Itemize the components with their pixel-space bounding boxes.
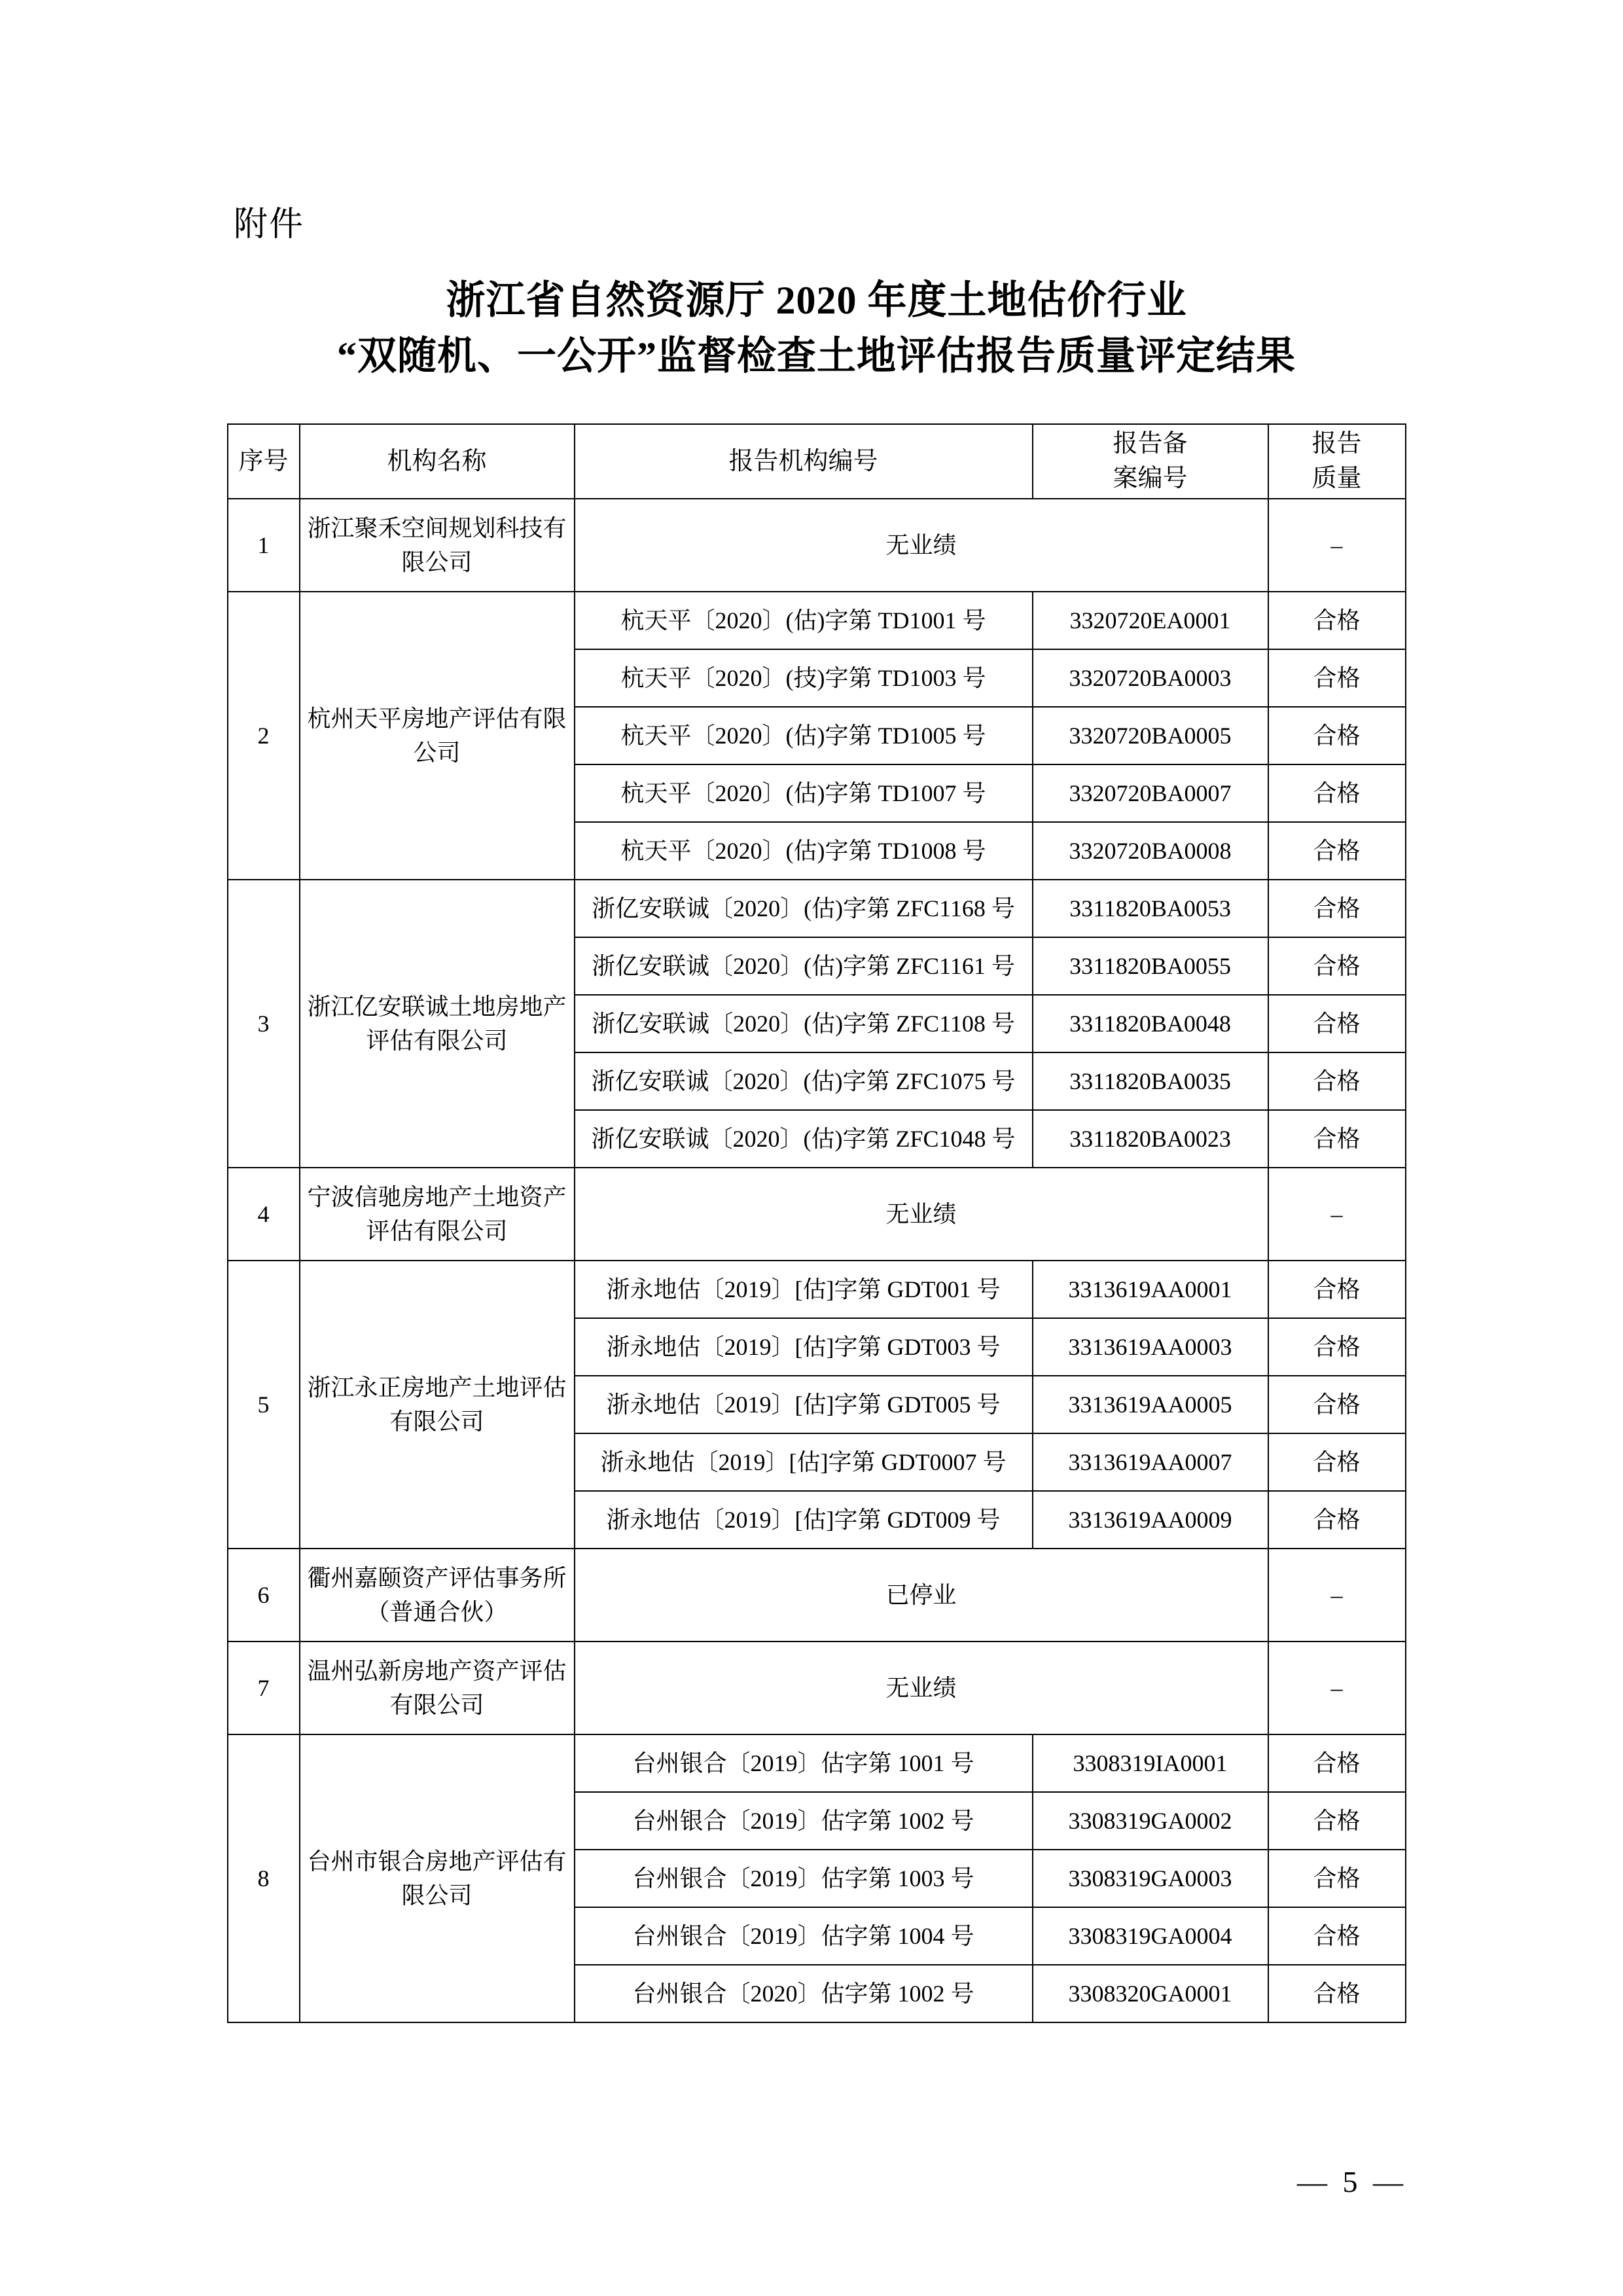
title-line-1: 浙江省自然资源厅 2020 年度土地估价行业 [446,279,1187,322]
cell-record-no: 3308319IA0001 [1033,1734,1268,1792]
cell-report-no: 浙亿安联诚〔2020〕(估)字第 ZFC1168 号 [575,880,1033,937]
cell-report-no: 浙永地估〔2019〕[估]字第 GDT005 号 [575,1376,1033,1433]
page-title [226,273,1407,384]
table-row [228,1261,1406,1318]
cell-quality: 合格 [1268,1491,1406,1549]
cell-record-no: 3308320GA0001 [1033,1965,1268,2022]
cell-quality: 合格 [1268,1907,1406,1965]
cell-record-no: 3308319GA0004 [1033,1907,1268,1965]
cell-org-name: 杭州天平房地产评估有限公司 [300,592,575,880]
cell-record-no: 3311820BA0023 [1033,1110,1268,1168]
cell-org-name: 温州弘新房地产资产评估有限公司 [300,1641,575,1734]
cell-record-no: 3311820BA0035 [1033,1052,1268,1110]
cell-quality: 合格 [1268,1110,1406,1168]
cell-record-no: 3320720BA0005 [1033,707,1268,764]
cell-status-note: 无业绩 [575,1641,1268,1734]
cell-org-name: 浙江聚禾空间规划科技有限公司 [300,499,575,592]
cell-quality: 合格 [1268,822,1406,880]
cell-record-no: 3320720BA0007 [1033,764,1268,822]
cell-no: 3 [228,880,300,1168]
cell-org-name: 台州市银合房地产评估有限公司 [300,1734,575,2022]
cell-record-no: 3313619AA0003 [1033,1318,1268,1376]
cell-report-no: 台州银合〔2019〕估字第 1002 号 [575,1792,1033,1850]
cell-report-no: 浙亿安联诚〔2020〕(估)字第 ZFC1048 号 [575,1110,1033,1168]
cell-status-note: 无业绩 [575,1168,1268,1261]
cell-record-no: 3313619AA0001 [1033,1261,1268,1318]
cell-quality: 合格 [1268,1965,1406,2022]
cell-quality: 合格 [1268,1376,1406,1433]
cell-org-name: 浙江亿安联诚土地房地产评估有限公司 [300,880,575,1168]
table-row [228,592,1406,649]
cell-org-name: 宁波信驰房地产土地资产评估有限公司 [300,1168,575,1261]
cell-report-no: 浙亿安联诚〔2020〕(估)字第 ZFC1108 号 [575,995,1033,1052]
header-org-name: 机构名称 [300,424,575,499]
cell-no: 4 [228,1168,300,1261]
cell-record-no: 3313619AA0005 [1033,1376,1268,1433]
header-quality [1268,424,1406,499]
cell-record-no: 3308319GA0003 [1033,1850,1268,1907]
table-header-row [228,424,1406,499]
table-row [228,1641,1406,1734]
cell-record-no: 3311820BA0053 [1033,880,1268,937]
cell-record-no: 3311820BA0055 [1033,937,1268,995]
cell-org-name: 浙江永正房地产土地评估有限公司 [300,1261,575,1549]
cell-quality: 合格 [1268,1792,1406,1850]
cell-quality: 合格 [1268,1318,1406,1376]
cell-quality: 合格 [1268,764,1406,822]
cell-status-note: 已停业 [575,1549,1268,1641]
attachment-label: 附件 [234,206,305,243]
cell-quality: 合格 [1268,707,1406,764]
table-row [228,1168,1406,1261]
cell-record-no: 3320720BA0008 [1033,822,1268,880]
header-quality-line2: 质量 [1311,465,1362,493]
cell-report-no: 浙永地估〔2019〕[估]字第 GDT001 号 [575,1261,1033,1318]
cell-quality: 合格 [1268,1052,1406,1110]
cell-quality: – [1268,1168,1406,1261]
cell-no: 5 [228,1261,300,1549]
cell-status-note: 无业绩 [575,499,1268,592]
cell-no: 6 [228,1549,300,1641]
cell-report-no: 台州银合〔2019〕估字第 1004 号 [575,1907,1033,1965]
cell-quality: 合格 [1268,880,1406,937]
evaluation-results-table [227,423,1406,2023]
cell-report-no: 杭天平〔2020〕(估)字第 TD1007 号 [575,764,1033,822]
cell-record-no: 3320720BA0003 [1033,649,1268,707]
cell-report-no: 杭天平〔2020〕(技)字第 TD1003 号 [575,649,1033,707]
cell-record-no: 3308319GA0002 [1033,1792,1268,1850]
cell-quality: 合格 [1268,649,1406,707]
cell-report-no: 杭天平〔2020〕(估)字第 TD1001 号 [575,592,1033,649]
header-record-no-line2: 案编号 [1113,465,1188,493]
cell-record-no: 3313619AA0007 [1033,1433,1268,1491]
cell-quality: – [1268,1549,1406,1641]
table-row [228,1549,1406,1641]
cell-quality: 合格 [1268,1261,1406,1318]
cell-report-no: 浙永地估〔2019〕[估]字第 GDT0007 号 [575,1433,1033,1491]
cell-report-no: 浙永地估〔2019〕[估]字第 GDT009 号 [575,1491,1033,1549]
cell-record-no: 3313619AA0009 [1033,1491,1268,1549]
cell-no: 8 [228,1734,300,2022]
table-row [228,1734,1406,1792]
cell-no: 2 [228,592,300,880]
table-body [228,499,1406,2022]
cell-report-no: 杭天平〔2020〕(估)字第 TD1005 号 [575,707,1033,764]
cell-quality: 合格 [1268,1433,1406,1491]
cell-report-no: 台州银合〔2020〕估字第 1002 号 [575,1965,1033,2022]
header-report-no: 报告机构编号 [575,424,1033,499]
header-no: 序号 [228,424,300,499]
table-row [228,880,1406,937]
title-line-2: “双随机、一公开”监督检查土地评估报告质量评定结果 [337,334,1296,378]
cell-no: 7 [228,1641,300,1734]
cell-quality: 合格 [1268,1850,1406,1907]
page-number: — 5 — [1297,2165,1407,2198]
cell-no: 1 [228,499,300,592]
cell-record-no: 3320720EA0001 [1033,592,1268,649]
cell-report-no: 台州银合〔2019〕估字第 1003 号 [575,1850,1033,1907]
cell-org-name: 衢州嘉颐资产评估事务所（普通合伙） [300,1549,575,1641]
cell-quality: – [1268,499,1406,592]
cell-report-no: 杭天平〔2020〕(估)字第 TD1008 号 [575,822,1033,880]
cell-quality: 合格 [1268,1734,1406,1792]
cell-quality: 合格 [1268,995,1406,1052]
table-row [228,499,1406,592]
cell-quality: 合格 [1268,937,1406,995]
cell-report-no: 浙永地估〔2019〕[估]字第 GDT003 号 [575,1318,1033,1376]
cell-quality: 合格 [1268,592,1406,649]
cell-report-no: 浙亿安联诚〔2020〕(估)字第 ZFC1161 号 [575,937,1033,995]
header-record-no-line1: 报告备 [1113,430,1188,458]
cell-record-no: 3311820BA0048 [1033,995,1268,1052]
cell-report-no: 浙亿安联诚〔2020〕(估)字第 ZFC1075 号 [575,1052,1033,1110]
cell-quality: – [1268,1641,1406,1734]
cell-report-no: 台州银合〔2019〕估字第 1001 号 [575,1734,1033,1792]
header-record-no [1033,424,1268,499]
header-quality-line1: 报告 [1311,430,1362,458]
